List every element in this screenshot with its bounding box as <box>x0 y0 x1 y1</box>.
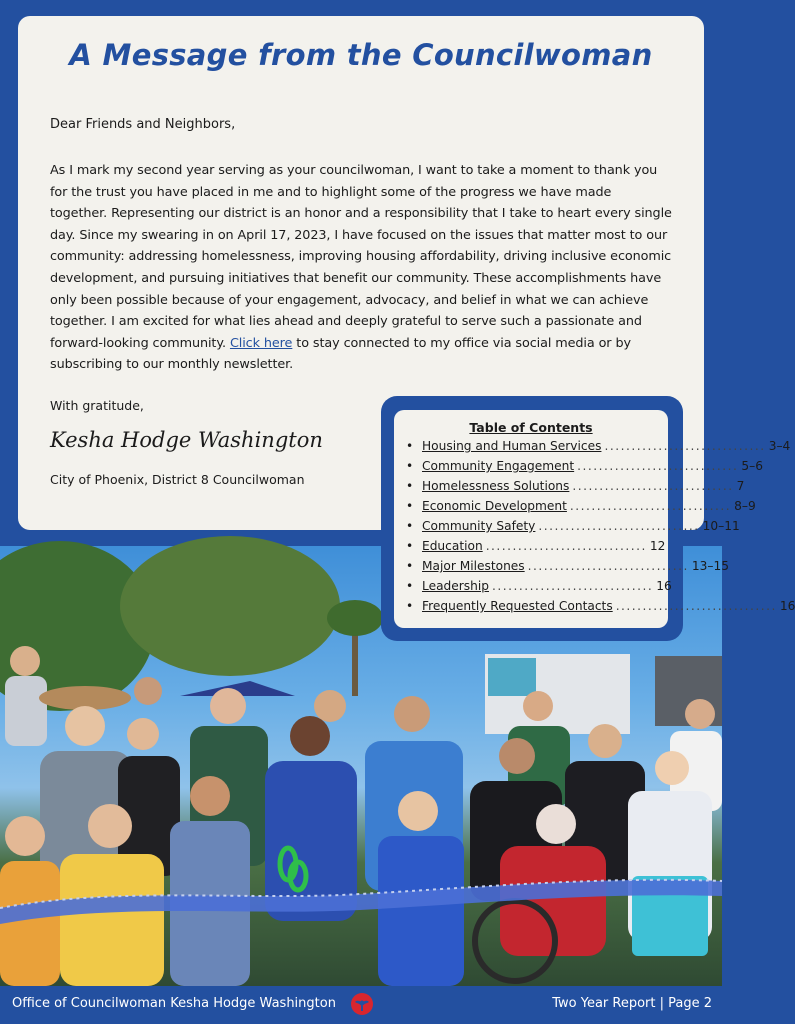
toc-item-pages: 12 <box>649 539 666 553</box>
person-head <box>127 718 159 750</box>
person-head <box>10 646 40 676</box>
leader-dots: .............................. <box>615 599 777 613</box>
bullet-icon: • <box>406 519 414 533</box>
toc-item-community-safety[interactable] <box>406 519 740 539</box>
toc-item-pages: 8–9 <box>734 499 756 513</box>
leader-dots: .............................. <box>577 459 739 473</box>
bullet-icon: • <box>406 559 414 573</box>
person-body <box>5 676 47 746</box>
closing: With gratitude, <box>50 398 144 413</box>
bullet-icon: • <box>406 599 414 613</box>
leader-dots: .............................. <box>485 539 647 553</box>
leader-dots: .............................. <box>491 579 654 593</box>
toc-item-pages: 13–15 <box>691 559 730 573</box>
toc-item-label[interactable]: Frequently Requested Contacts <box>422 599 613 613</box>
letter-body-after-link: to stay connected to my office via social media or by subscribing to our monthly newsletter. <box>50 335 631 373</box>
person-head <box>499 738 535 774</box>
councilwoman-head <box>290 716 330 756</box>
letter-body <box>50 160 672 376</box>
toc-item-label[interactable]: Homelessness Solutions <box>422 479 570 493</box>
toc-item-leadership[interactable] <box>406 579 672 599</box>
person-body <box>378 836 464 986</box>
person-head <box>685 699 715 729</box>
bullet-icon: • <box>406 459 414 473</box>
footer-page-label: Two Year Report | Page 2 <box>552 996 712 1011</box>
person-head <box>65 706 105 746</box>
toc-list <box>406 439 795 619</box>
toc-item-pages: 10–11 <box>702 519 740 533</box>
letter-body-main: As I mark my second year serving as your councilwoman, I want to take a moment to thank you for the trust you have placed in me and to highlight some of the progress we have made together. Representing our district is an honor and a responsibility that I take to heart every single day. Since my swearing in on April 17, 2023, I have focused on the issues that matter most to our community: addressing homelessness, improving housing affordability, driving inclusive economic development, and pursuing initiatives that benefit our community. These accomplishments have only been possible because of your engagement, advocacy, and belief in what we can achieve together. I am excited for what lies ahead and deeply grateful to serve such a passionate and forward-looking community. <box>50 163 672 351</box>
toc-item-major-milestones[interactable] <box>406 559 730 579</box>
person-body <box>60 854 164 986</box>
toc-item-label[interactable]: Community Safety <box>422 519 536 533</box>
person-head <box>398 791 438 831</box>
toc-item-economic-development[interactable] <box>406 499 756 519</box>
toc-title: Table of Contents <box>469 420 593 435</box>
person-head <box>523 691 553 721</box>
page-title: A Message from the Councilwoman <box>69 38 653 72</box>
person-head <box>5 816 45 856</box>
person-head <box>88 804 132 848</box>
footer <box>0 986 722 1024</box>
toc-item-contacts[interactable] <box>406 599 795 619</box>
toc-item-homelessness[interactable] <box>406 479 745 499</box>
leader-dots: .............................. <box>538 519 700 533</box>
toc-item-pages: 16 <box>779 599 795 613</box>
bullet-icon: • <box>406 479 414 493</box>
toc-item-label[interactable]: Economic Development <box>422 499 567 513</box>
palm-crown <box>327 600 383 636</box>
signer-title: City of Phoenix, District 8 Councilwoman <box>50 472 305 487</box>
person-head <box>394 696 430 732</box>
toc-item-pages: 3–4 <box>768 439 791 453</box>
footer-office-name: Office of Councilwoman Kesha Hodge Washington <box>12 996 336 1011</box>
person-head <box>536 804 576 844</box>
bullet-icon: • <box>406 499 414 513</box>
signature: Kesha Hodge Washington <box>50 428 323 452</box>
toc-item-pages: 7 <box>736 479 745 493</box>
toc-item-label[interactable]: Education <box>422 539 483 553</box>
person-head <box>655 751 689 785</box>
leader-dots: .............................. <box>572 479 734 493</box>
toc-item-education[interactable] <box>406 539 666 559</box>
toc-item-label[interactable]: Housing and Human Services <box>422 439 602 453</box>
bullet-icon: • <box>406 539 414 553</box>
leader-dots: .............................. <box>527 559 689 573</box>
building-teal-panel <box>488 658 536 696</box>
person-head <box>134 677 162 705</box>
person-body <box>0 861 60 986</box>
toc-item-label[interactable]: Major Milestones <box>422 559 525 573</box>
toc-item-community-engagement[interactable] <box>406 459 763 479</box>
person-head <box>210 688 246 724</box>
leader-dots: .............................. <box>569 499 732 513</box>
click-here-link[interactable]: Click here <box>229 335 293 351</box>
toc-item-label[interactable]: Leadership <box>422 579 489 593</box>
phoenix-bird-icon <box>350 992 374 1016</box>
person-head <box>314 690 346 722</box>
toc-item-pages: 5–6 <box>741 459 763 473</box>
tree-center <box>120 536 340 676</box>
toc-item-housing[interactable] <box>406 439 791 459</box>
person-head <box>588 724 622 758</box>
bullet-icon: • <box>406 439 414 453</box>
leader-dots: .............................. <box>604 439 766 453</box>
greeting: Dear Friends and Neighbors, <box>50 117 236 132</box>
toc-item-label[interactable]: Community Engagement <box>422 459 575 473</box>
toc-item-pages: 16 <box>656 579 672 593</box>
person-head <box>190 776 230 816</box>
bullet-icon: • <box>406 579 414 593</box>
